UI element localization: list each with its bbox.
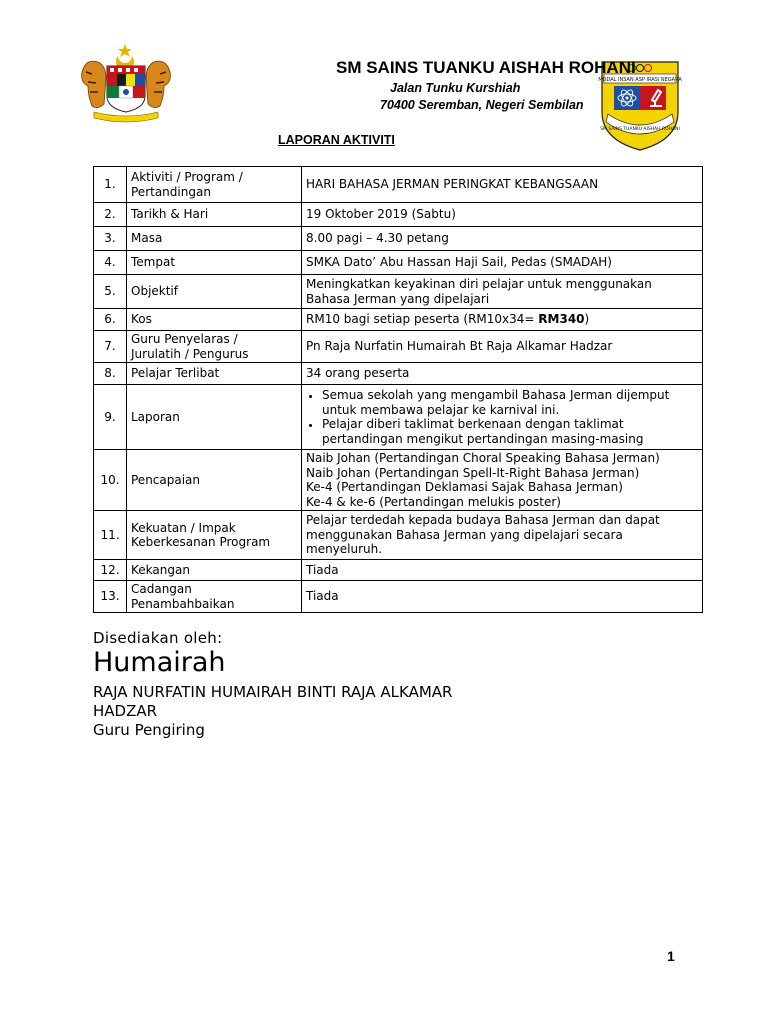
report-title: LAPORAN AKTIVITI bbox=[278, 133, 395, 147]
row-value: Meningkatkan keyakinan diri pelajar untuk menggunakan Bahasa Jerman yang dipelajari bbox=[302, 275, 703, 309]
list-item: • Pelajar diberi taklimat berkenaan dengan taklimat pertandingan mengikut pertandingan masing-masing bbox=[322, 417, 698, 446]
report-bullet-list bbox=[306, 388, 698, 446]
school-name: SM SAINS TUANKU AISHAH ROHANI bbox=[336, 58, 636, 77]
row-number: 10. bbox=[94, 450, 127, 511]
row-label: Kos bbox=[127, 309, 302, 331]
row-value: SMKA Dato’ Abu Hassan Haji Sail, Pedas (SMADAH) bbox=[302, 251, 703, 275]
cost-text: RM10 bagi setiap peserta (RM10x34= bbox=[306, 312, 539, 327]
row-number: 13. bbox=[94, 581, 127, 613]
activity-report-table bbox=[93, 166, 703, 613]
prepared-by-label: Disediakan oleh: bbox=[93, 629, 223, 647]
table-row bbox=[94, 203, 703, 227]
preparer-name-line-2: HADZAR bbox=[93, 702, 158, 720]
row-number: 4. bbox=[94, 251, 127, 275]
cost-total: RM340 bbox=[538, 312, 585, 327]
row-value: Pelajar terdedah kepada budaya Bahasa Jerman dan dapat menggunakan Bahasa Jerman yang dipelajari secara menyeluruh. bbox=[302, 511, 703, 560]
row-value: 8.00 pagi – 4.30 petang bbox=[302, 227, 703, 251]
row-label: Cadangan Penambahbaikan bbox=[127, 581, 302, 613]
row-label: Kekangan bbox=[127, 560, 302, 581]
svg-text:SM SAINS TUANKU AISHAH ROHANI: SM SAINS TUANKU AISHAH ROHANI bbox=[600, 127, 680, 132]
row-number: 9. bbox=[94, 385, 127, 450]
row-number: 12. bbox=[94, 560, 127, 581]
coat-of-arms-logo bbox=[74, 42, 178, 124]
table-row bbox=[94, 251, 703, 275]
table-row bbox=[94, 511, 703, 560]
row-label: Aktiviti / Program / Pertandingan bbox=[127, 167, 302, 203]
row-value: Naib Johan (Pertandingan Choral Speaking Bahasa Jerman) Naib Johan (Pertandingan Spell-It-Right Bahasa Jerman) Ke-4 (Pertandingan Deklamasi Sajak Bahasa Jerman) Ke-4 & ke-6 (Pertandingan melukis poster) bbox=[302, 450, 703, 511]
row-label: Tarikh & Hari bbox=[127, 203, 302, 227]
row-value: 34 orang peserta bbox=[302, 363, 703, 385]
table-row bbox=[94, 560, 703, 581]
row-value: 19 Oktober 2019 (Sabtu) bbox=[302, 203, 703, 227]
row-number: 1. bbox=[94, 167, 127, 203]
row-value: HARI BAHASA JERMAN PERINGKAT KEBANGSAAN bbox=[302, 167, 703, 203]
table-row bbox=[94, 363, 703, 385]
table-row bbox=[94, 167, 703, 203]
address-line-2: 70400 Seremban, Negeri Sembilan bbox=[380, 98, 584, 112]
row-label: Laporan bbox=[127, 385, 302, 450]
row-number: 6. bbox=[94, 309, 127, 331]
row-label: Objektif bbox=[127, 275, 302, 309]
malaysia-coat-of-arms-icon bbox=[74, 42, 178, 124]
row-number: 7. bbox=[94, 331, 127, 363]
row-label: Masa bbox=[127, 227, 302, 251]
row-label: Pelajar Terlibat bbox=[127, 363, 302, 385]
row-number: 8. bbox=[94, 363, 127, 385]
row-value: Tiada bbox=[302, 581, 703, 613]
row-label: Pencapaian bbox=[127, 450, 302, 511]
address-line-1: Jalan Tunku Kurshiah bbox=[390, 81, 521, 95]
row-label: Guru Penyelaras / Jurulatih / Pengurus bbox=[127, 331, 302, 363]
table-row bbox=[94, 227, 703, 251]
preparer-name-line-1: RAJA NURFATIN HUMAIRAH BINTI RAJA ALKAMAR bbox=[93, 683, 453, 701]
table-row bbox=[94, 331, 703, 363]
row-value bbox=[302, 385, 703, 450]
signature: Humairah bbox=[93, 647, 226, 678]
table-row bbox=[94, 385, 703, 450]
row-number: 11. bbox=[94, 511, 127, 560]
svg-text:MODAL INSAN ASP IRASI NEGARA: MODAL INSAN ASP IRASI NEGARA bbox=[598, 77, 682, 83]
row-value: Pn Raja Nurfatin Humairah Bt Raja Alkamar Hadzar bbox=[302, 331, 703, 363]
table-row bbox=[94, 581, 703, 613]
row-value: Tiada bbox=[302, 560, 703, 581]
list-item: • Semua sekolah yang mengambil Bahasa Jerman dijemput untuk membawa pelajar ke karnival ini. bbox=[322, 388, 698, 417]
row-number: 2. bbox=[94, 203, 127, 227]
table-row bbox=[94, 450, 703, 511]
row-label: Kekuatan / Impak Keberkesanan Program bbox=[127, 511, 302, 560]
row-number: 5. bbox=[94, 275, 127, 309]
table-row bbox=[94, 275, 703, 309]
row-label: Tempat bbox=[127, 251, 302, 275]
row-value: RM10 bagi setiap peserta (RM10x34= RM340) bbox=[302, 309, 703, 331]
table-row bbox=[94, 309, 703, 331]
page-number: 1 bbox=[667, 948, 675, 964]
row-number: 3. bbox=[94, 227, 127, 251]
preparer-role: Guru Pengiring bbox=[93, 721, 205, 739]
